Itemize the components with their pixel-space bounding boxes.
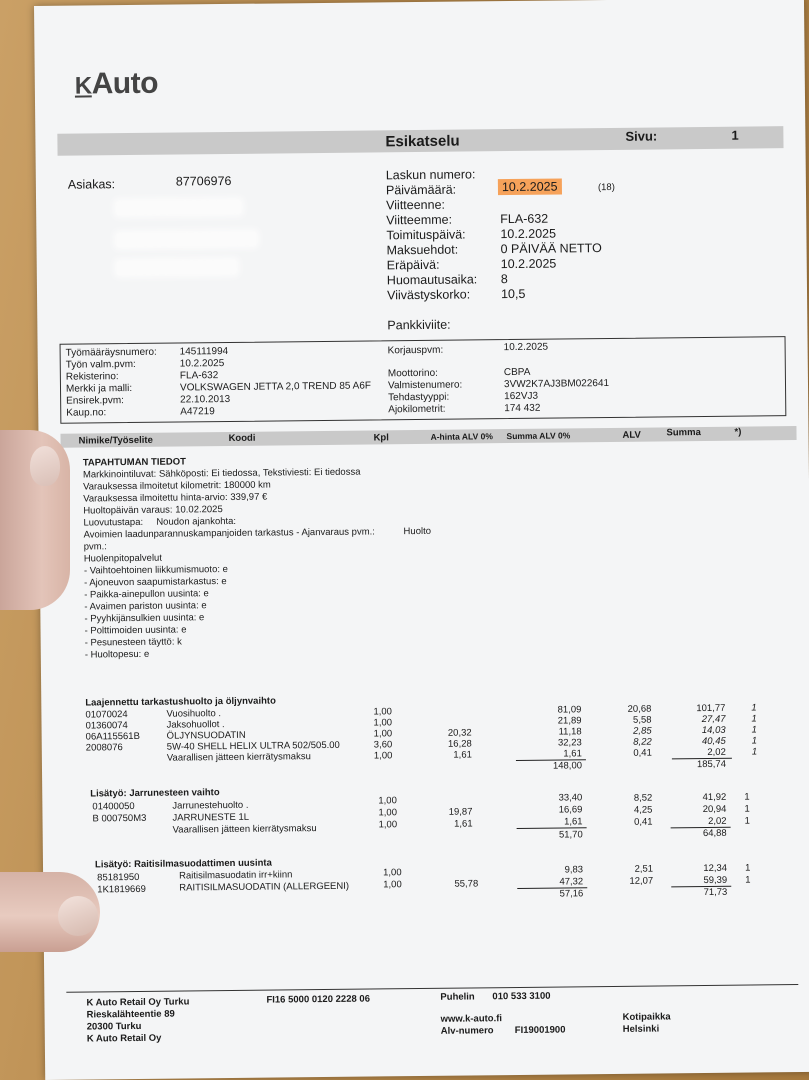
meta-label: Päivämäärä: [385,182,457,198]
row-summa-alv0: 33,40 [558,792,583,804]
footer-city: 20300 Turku [86,1020,142,1033]
row-summa-alv0: 47,32 [559,876,584,888]
row-desc: Vaarallisen jätteen kierrätysmaksu [172,823,317,836]
row-alv: 2,85 [633,725,652,737]
footer-vat-label: Alv-numero [440,1025,494,1037]
row-star: 1 [744,803,750,815]
wo-value: 22.10.2013 [180,393,231,406]
footer-domicile: Helsinki [622,1023,660,1035]
section-total: 185,74 [696,758,727,771]
col-summa: Summa [666,427,701,439]
row-alv: 2,51 [634,863,654,875]
wo-label: Korjauspvm: [387,344,444,357]
thumbnail [58,896,98,936]
row-kpl: 1,00 [383,879,402,891]
footer-domicile-label: Kotipaikka [622,1011,671,1023]
row-summa-alv0: 9,83 [564,864,584,876]
wo-label: Ensirek.pvm: [66,395,124,407]
row-summa-alv0: 16,69 [558,804,583,816]
page-title: Esikatselu [385,132,460,151]
row-alv: 12,07 [629,875,654,887]
meta-label: Eräpäivä: [386,257,440,273]
wo-value: 162VJ3 [504,390,539,403]
event-line: Huolenpitopalvelut [83,552,163,565]
section-total: 71,73 [703,886,728,899]
row-star: 1 [751,724,757,736]
wo-label: Kaup.no: [66,407,107,419]
row-kpl: 1,00 [373,717,393,729]
wo-value: 10.2.2025 [179,358,225,370]
row-code: 01400050 [92,800,135,813]
row-summa-alv0: 1,61 [564,816,583,828]
row-kpl: 1,00 [378,795,397,807]
row-star: 1 [751,735,758,747]
row-desc: JARRUNESTE 1L [172,811,250,824]
row-code: 01360074 [85,720,128,732]
row-summa: 59,39 [703,874,728,887]
event-huolto: Huolto [403,525,432,538]
row-star: 1 [751,713,757,725]
section-title: Lisätyö: Raitisilmasuodattimen uusinta [94,857,272,871]
row-kpl: 1,00 [383,867,402,879]
row-kpl: 1,00 [378,819,398,831]
section-total-alv0: 57,16 [559,888,584,900]
wo-label: Työn valm.pvm: [65,358,136,371]
row-summa: 20,94 [702,803,727,816]
row-summa: 40,45 [701,735,726,748]
fingernail [30,446,60,486]
row-summa-alv0: 81,09 [557,704,582,716]
row-summa: 41,92 [702,791,727,804]
date-highlight: 10.2.2025 [498,178,562,195]
footer-company2: K Auto Retail Oy [86,1032,162,1045]
row-code: 2008076 [85,742,123,754]
event-line: - Pyyhkijänsulkien uusinta: e [84,612,205,625]
row-ahinta: 1,61 [453,749,472,761]
event-line: - Paikka-ainepullon uusinta: e [84,588,209,601]
event-title: TAPAHTUMAN TIEDOT [82,456,186,469]
event-line: Markkinointiluvat: Sähköposti: Ei tiedossa, Tekstiviesti: Ei tiedossa [82,466,361,481]
date-value [498,179,562,194]
wo-value: 174 432 [504,402,541,415]
section-total: 64,88 [702,827,727,840]
wo-value: 3VW2K7AJ3BM022641 [503,377,610,391]
row-code: 01070024 [85,709,128,721]
footer-rule [66,984,798,993]
row-kpl: 1,00 [378,807,398,819]
event-line: Avoimien laadunparannuskampanjoiden tarkastus - Ajanvaraus pvm.: [83,526,375,541]
col-nimike: Nimike/Työselite [78,434,153,447]
meta-value: 0 PÄIVÄÄ NETTO [500,241,602,257]
section-title: Laajennettu tarkastushuolto ja öljynvaihto [85,695,276,709]
footer-iban: FI16 5000 0120 2228 06 [266,993,371,1006]
meta-label: Huomautusaika: [386,272,478,288]
row-desc: 5W-40 SHELL HELIX ULTRA 502/505.00 [166,739,340,753]
event-line: - Huoltopesu: e [84,648,150,661]
event-line: Luovutustapa: Noudon ajankohta: [83,515,237,529]
row-kpl: 1,00 [373,728,393,740]
footer-company: K Auto Retail Oy Turku [86,996,190,1009]
row-desc: ÖLJYNSUODATIN [166,729,246,742]
col-summa-alv0: Summa ALV 0% [506,430,571,442]
meta-value: 10,5 [500,286,526,302]
meta-value: 10.2.2025 [500,226,557,242]
footer-phone: 010 533 3100 [492,990,551,1003]
event-line: Varauksessa ilmoitetut kilometrit: 180000 km [82,479,271,493]
section-title: Lisätyö: Jarrunesteen vaihto [90,787,220,800]
page-label: Sivu: [625,128,658,144]
row-star: 1 [744,815,750,827]
redacted-city [117,260,237,275]
footer-vat: FI19001900 [514,1024,566,1037]
row-desc: Jaksohuollot . [166,719,225,731]
row-code: 85181950 [97,871,140,884]
row-desc: Raitisilmasuodatin irr+kiinn [179,869,293,882]
row-alv: 0,41 [634,816,653,828]
col-star: *) [734,426,742,438]
row-ahinta: 20,32 [447,727,472,739]
row-summa: 2,02 [708,815,727,827]
row-alv: 5,58 [632,714,652,726]
row-code: 06A115561B [85,730,140,743]
event-line: - Polttimoiden uusinta: e [84,624,187,637]
row-desc: Jarrunestehuolto . [172,799,249,812]
redacted-name [116,200,241,215]
wo-value: CBPA [503,366,531,379]
row-ahinta: 55,78 [454,878,479,890]
meta-label: Viivästyskorko: [386,287,471,303]
row-ahinta: 16,28 [447,738,472,750]
customer-number: 87706976 [175,173,232,189]
invoice-paper [34,0,809,1080]
row-summa: 14,03 [701,724,726,737]
row-desc: Vuosihuolto . [166,708,222,720]
row-kpl: 3,60 [373,739,393,751]
wo-value: VOLKSWAGEN JETTA 2,0 TREND 85 A6F [179,380,372,394]
event-line: - Vaihtoehtoinen liikkumismuoto: e [83,564,228,577]
logo-text: Auto [91,66,159,101]
col-ahinta: A-hinta ALV 0% [430,431,493,442]
row-desc: Vaarallisen jätteen kierrätysmaksu [166,751,311,764]
col-koodi: Koodi [228,432,256,444]
row-summa-alv0: 11,18 [558,726,582,738]
meta-value: 8 [500,272,508,287]
section-total-alv0: 148,00 [552,760,583,772]
row-code: 1K1819669 [97,883,146,896]
wo-label: Moottorino: [387,367,438,380]
row-alv: 0,41 [633,747,652,759]
footer-street: Rieskalähteentie 89 [86,1008,175,1021]
row-summa: 12,34 [703,862,728,875]
row-code: B 000750M3 [92,812,147,825]
col-alv: ALV [622,429,641,441]
row-star: 1 [751,702,757,714]
meta-label: Maksuehdot: [386,242,459,258]
row-desc: RAITISILMASUODATIN (ALLERGEENI) [179,880,350,894]
wo-value: 145111994 [179,345,229,358]
meta-value: 10.2.2025 [500,256,557,272]
row-summa: 101,77 [696,702,726,715]
row-alv: 8,22 [633,736,652,748]
meta-value: FLA-632 [500,211,549,227]
row-summa-alv0: 1,61 [563,748,582,760]
wo-value: A47219 [180,406,215,418]
event-line: Varauksessa ilmoitettu hinta-arvio: 339,97 € [83,491,268,505]
row-summa-alv0: 21,89 [557,715,582,727]
wo-label: Työmääräysnumero: [65,346,157,359]
bank-ref-label: Pankkiviite: [387,317,451,333]
meta-label: Laskun numero: [385,167,476,183]
wo-label: Merkki ja malli: [65,382,133,395]
row-alv: 8,52 [633,792,653,804]
row-alv: 20,68 [627,703,652,715]
row-star: 1 [744,791,750,803]
page-number: 1 [731,127,739,143]
redacted-address [116,232,256,247]
col-kpl: Kpl [373,432,389,444]
event-line: - Avaimen pariston uusinta: e [84,600,207,613]
event-line: Huoltopäivän varaus: 10.02.2025 [83,504,223,517]
event-line: - Ajoneuvon saapumistarkastus: e [83,576,227,589]
wo-value: 10.2.2025 [503,341,549,354]
wo-label: Rekisterino: [65,371,119,383]
section-total-alv0: 51,70 [558,829,583,841]
date-extra: (18) [597,181,615,194]
logo-k: K [74,72,92,100]
k-auto-logo [75,67,159,102]
customer-label: Asiakas: [67,177,116,192]
footer-phone-label: Puhelin [440,991,475,1003]
row-alv: 4,25 [633,804,653,816]
footer-web: www.k-auto.fi [440,1013,503,1025]
meta-label: Toimituspäivä: [386,227,466,243]
wo-label: Tehdastyyppi: [388,391,450,404]
row-summa: 27,47 [701,713,726,726]
row-summa: 2,02 [707,746,726,758]
event-line: pvm.: [83,541,107,553]
wo-value: FLA-632 [179,370,219,382]
event-line: - Pesunesteen täyttö: k [84,636,182,649]
meta-label: Viitteemme: [386,212,453,228]
row-summa-alv0: 32,23 [557,737,582,749]
wo-label: Ajokilometrit: [388,403,446,416]
meta-label: Viitteenne: [386,197,446,213]
row-kpl: 1,00 [373,750,393,762]
row-ahinta: 19,87 [448,806,473,818]
wo-label: Valmistenumero: [387,379,463,392]
row-ahinta: 1,61 [454,818,473,830]
row-star: 1 [745,862,751,874]
row-kpl: 1,00 [373,706,392,718]
row-star: 1 [745,874,751,886]
row-star: 1 [751,746,758,758]
